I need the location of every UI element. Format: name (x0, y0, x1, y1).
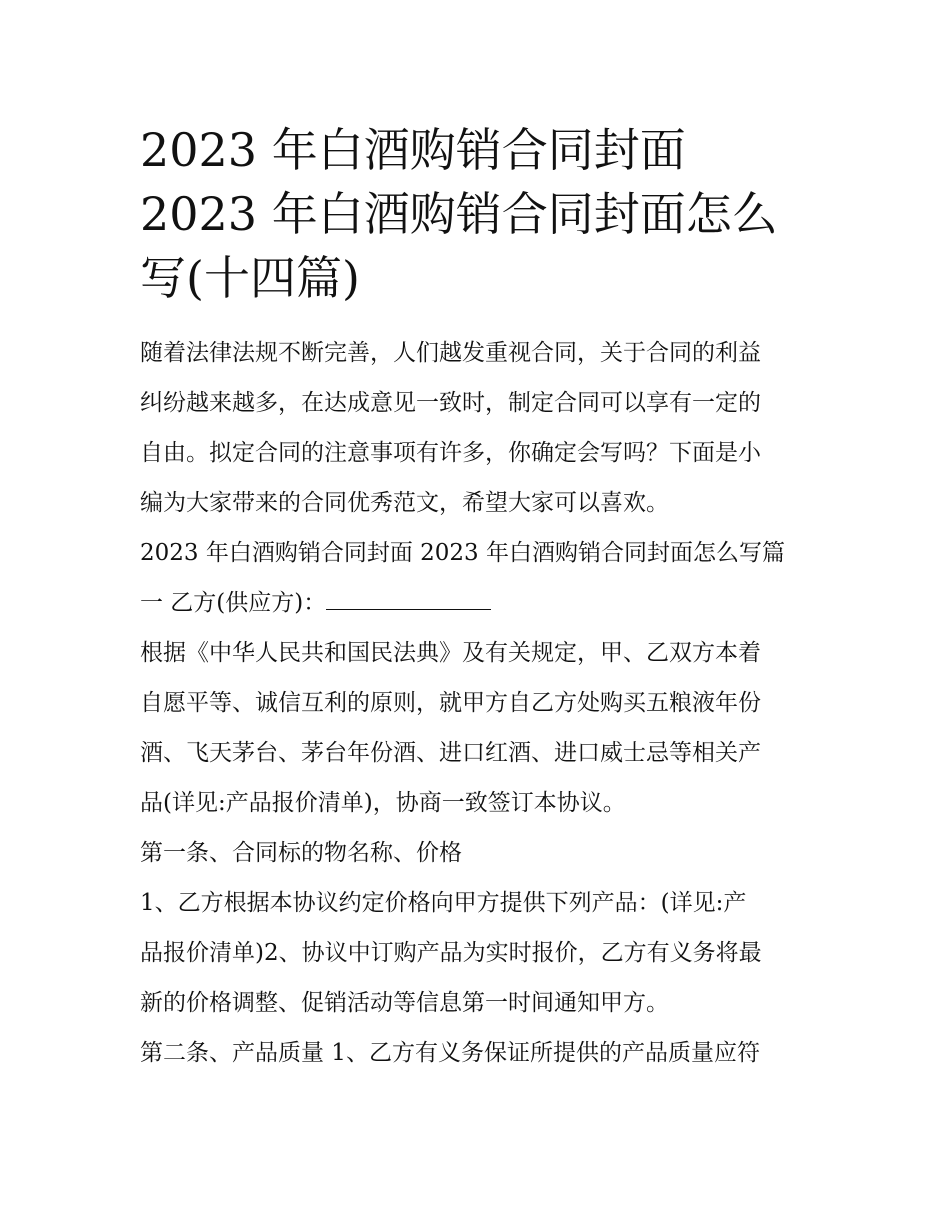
text-line: 随着法律法规不断完善，人们越发重视合同，关于合同的利益 (140, 340, 761, 366)
text-line: 新的价格调整、促销活动等信息第一时间通知甲方。 (140, 990, 669, 1016)
supplier-line (140, 578, 812, 628)
text-line: 2023 年白酒购销合同封面 2023 年白酒购销合同封面怎么写篇 (140, 540, 785, 566)
intro-paragraph (140, 328, 812, 528)
document-title (140, 118, 812, 310)
text-line: 1、乙方根据本协议约定价格向甲方提供下列产品：(详见:产 (140, 890, 747, 916)
supplier-label: 一 乙方(供应方)： (140, 590, 327, 616)
title-line-3: 写(十四篇) (140, 251, 360, 305)
text-line: 第二条、产品质量 1、乙方有义务保证所提供的产品质量应符 (140, 1040, 760, 1066)
article-1-heading (140, 828, 812, 878)
text-line: 编为大家带来的合同优秀范文，希望大家可以喜欢。 (140, 490, 669, 516)
basis-paragraph (140, 628, 812, 828)
text-line: 自由。拟定合同的注意事项有许多，你确定会写吗？下面是小 (140, 440, 761, 466)
text-line: 根据《中华人民共和国民法典》及有关规定，甲、乙双方本着 (140, 640, 761, 666)
article-1-paragraph (140, 878, 812, 1028)
section-heading-paragraph (140, 528, 812, 628)
text-line: 第一条、合同标的物名称、价格 (140, 840, 462, 866)
text-line: 纠纷越来越多，在达成意见一致时，制定合同可以享有一定的 (140, 390, 761, 416)
text-line: 品(详见:产品报价清单)，协商一致签订本协议。 (140, 790, 626, 816)
title-line-1: 2023 年白酒购销合同封面 (140, 123, 686, 177)
text-line: 酒、飞天茅台、茅台年份酒、进口红酒、进口威士忌等相关产 (140, 740, 761, 766)
article-2-paragraph (140, 1028, 812, 1078)
text-line: 自愿平等、诚信互利的原则，就甲方自乙方处购买五粮液年份 (140, 690, 761, 716)
text-line: 品报价清单)2、协议中订购产品为实时报价，乙方有义务将最 (140, 940, 762, 966)
supplier-blank-field[interactable] (326, 579, 491, 610)
document-page (140, 118, 812, 1078)
document-body (140, 328, 812, 1078)
title-line-2: 2023 年白酒购销合同封面怎么 (140, 187, 778, 241)
